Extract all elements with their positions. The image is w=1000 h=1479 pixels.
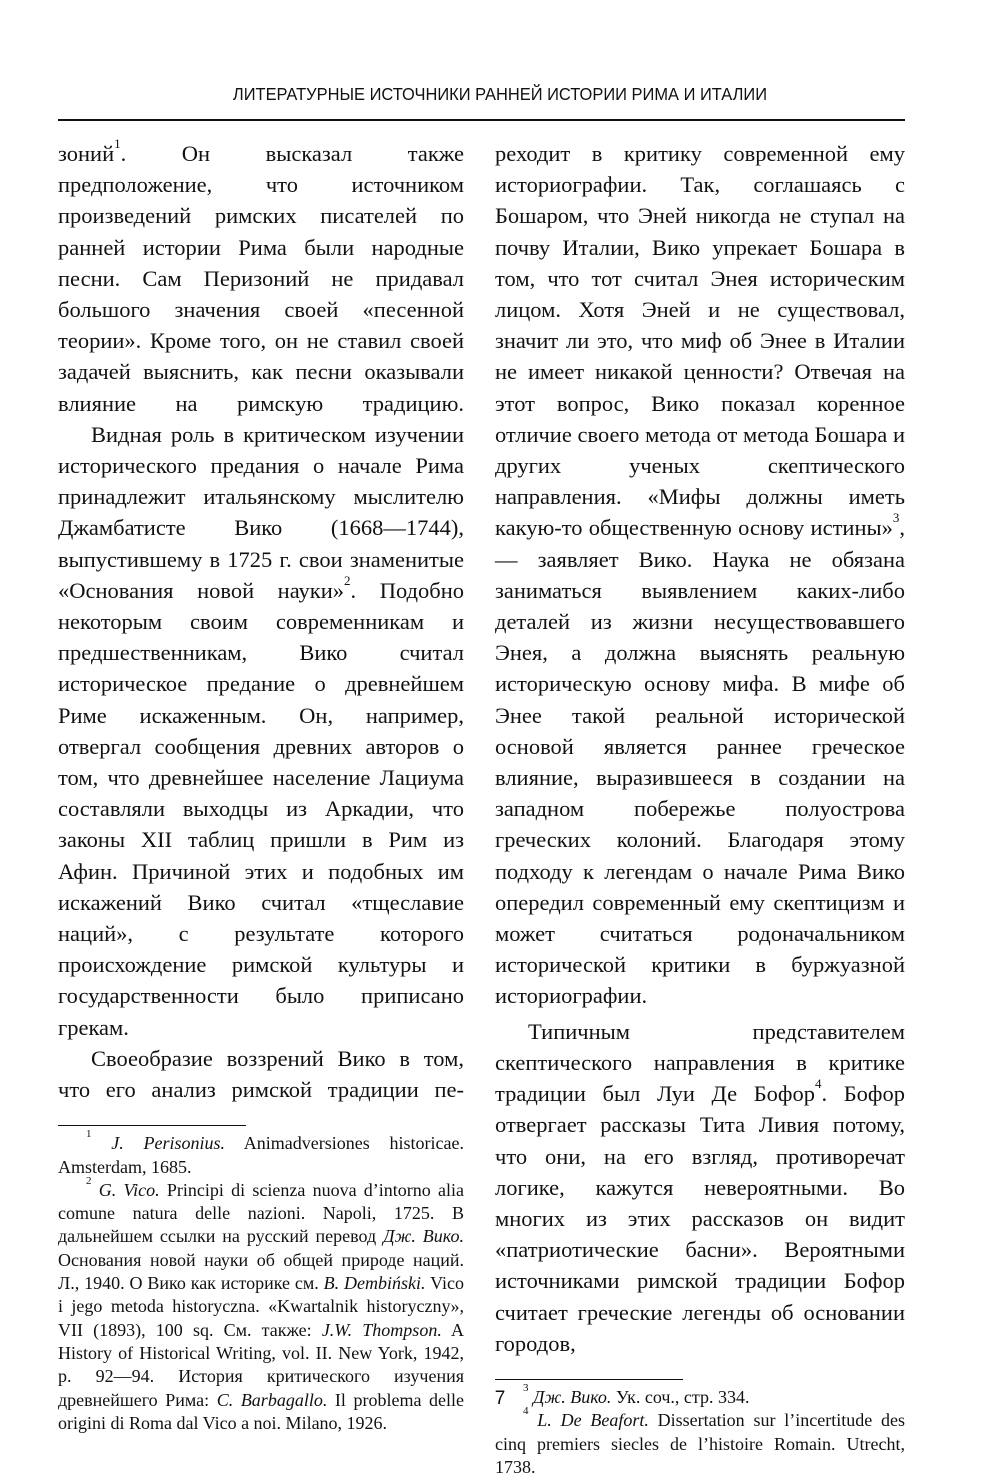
footnote-rule — [58, 1125, 246, 1126]
header-rule — [58, 119, 905, 121]
footnote-4: $^4$ L. De Beafort. Dissertation sur l’incertitude des cinq premiers siecles de l’histoire Romain. Utrecht, 1738. — [495, 1405, 905, 1477]
right-column — [495, 138, 905, 1479]
footnote-2: $^2$ G. Vico. Principi di scienza nuova d’intorno alia comune natura delle nazioni. Napoli, 1725. В дальнейшем ссылки на русский перевод Дж. Вико. Основания новой науки об общей природе наций. Л., 1940. О Вико как историке см. B. Dembiński. Vico i jego metoda historyczna. «Kwartalnik historyczny», VII (1893), 100 sq. См. также: J.W. Thompson. A History of Historical Writing, vol. II. New York, 1942, p. 92—94. История критического изучения древнейшего Рима: C. Barbagallo. Il problema delle origini di Roma dal Vico a noi. Milano, 1926. — [58, 1174, 465, 1433]
running-header: ЛИТЕРАТУРНЫЕ ИСТОЧНИКИ РАННЕЙ ИСТОРИИ РИМА И ИТАЛИИ — [232, 84, 768, 104]
left-paragraph-3: Своеобразие воззрений Вико в том, что его анализ римской традиции пе- — [58, 1045, 464, 1103]
right-paragraph-2: Типичным представителем скептического направления в критике традиции был Луи Де Бофор$^4$. Бофор отвергает рассказы Тита Ливия потому, что они, на его взгляд, противоречат логике, кажутся невероятными. Во многих из этих рассказов он видит «патриотические басни». Вероятными источниками римской традиции Бофор считает греческие легенды об основании городов, — [495, 1018, 905, 1356]
left-paragraph-1: зоний$^1$. Он высказал также предположение, что источником произведений римских писателей по ранней истории Рима были народные песни. Сам Перизоний не придавал большого значения своей «песенной теории». Кроме того, он не ставил своей задачей выяснить, как песни оказывали влияние на римскую традицию. — [58, 136, 464, 416]
left-paragraph-2: Видная роль в критическом изучении исторического предания о начале Рима принадлежит итальянскому мыслителю Джамбатисте Вико (1668—1744), выпустившему в 1725 г. свои знаменитые «Основания новой науки»$^2$. Подобно некоторым своим современникам и предшественникам, Вико считал историческое предание о древнейшем Риме искаженным. Он, например, отвергал сообщения древних авторов о том, что древнейшее население Лациума составляли выходцы из Аркадии, что законы XII таблиц пришли в Рим из Афин. Причиной этих и подобных им искажений Вико считал «тщеславие наций», с результате которого происхождение римской культуры и государственности было приписано грекам. — [58, 421, 464, 1040]
footnote-3: $^3$ Дж. Вико. Ук. соч., стр. 334. — [523, 1381, 750, 1407]
footnote-rule — [495, 1379, 683, 1380]
right-paragraph-1: реходит в критику современной ему историографии. Так, соглашаясь с Бошаром, что Эней никогда не ступал на почву Италии, Вико упрекает Бошара в том, что тот считал Энея историческим лицом. Хотя Эней и не существовал, значит ли это, что миф об Энее в Италии не имеет никакой ценности? Отвечая на этот вопрос, Вико показал коренное отличие своего метода от метода Бошара и других ученых скептического направления. «Мифы должны иметь какую-то общественную основу истины»$^3$, — заявляет Вико. Наука не обязана заниматься выявлением каких-либо деталей из жизни несуществовавшего Энея, а должна выяснять реальную историческую основу мифа. В мифе об Энее такой реальной исторической основой является раннее греческое влияние, выразившееся в создании на западном побережье полуострова греческих колоний. Благодаря этому подходу к легендам о начале Рима Вико опередил современный ему скептицизм и может считаться родоначальником исторической критики в буржуазной историографии. — [495, 141, 905, 1009]
left-column — [58, 138, 464, 1435]
footnote-ref-4: 4 — [815, 1076, 822, 1092]
page-number: 7 — [494, 1388, 506, 1409]
footnote-ref-2: 2 — [344, 572, 351, 588]
footnote-ref-1: 1 — [114, 136, 121, 151]
footnote-ref-3: 3 — [892, 510, 900, 526]
footnote-1: $^1$ J. Perisonius. Animadversiones historicae. Amsterdam, 1685. — [58, 1128, 465, 1177]
